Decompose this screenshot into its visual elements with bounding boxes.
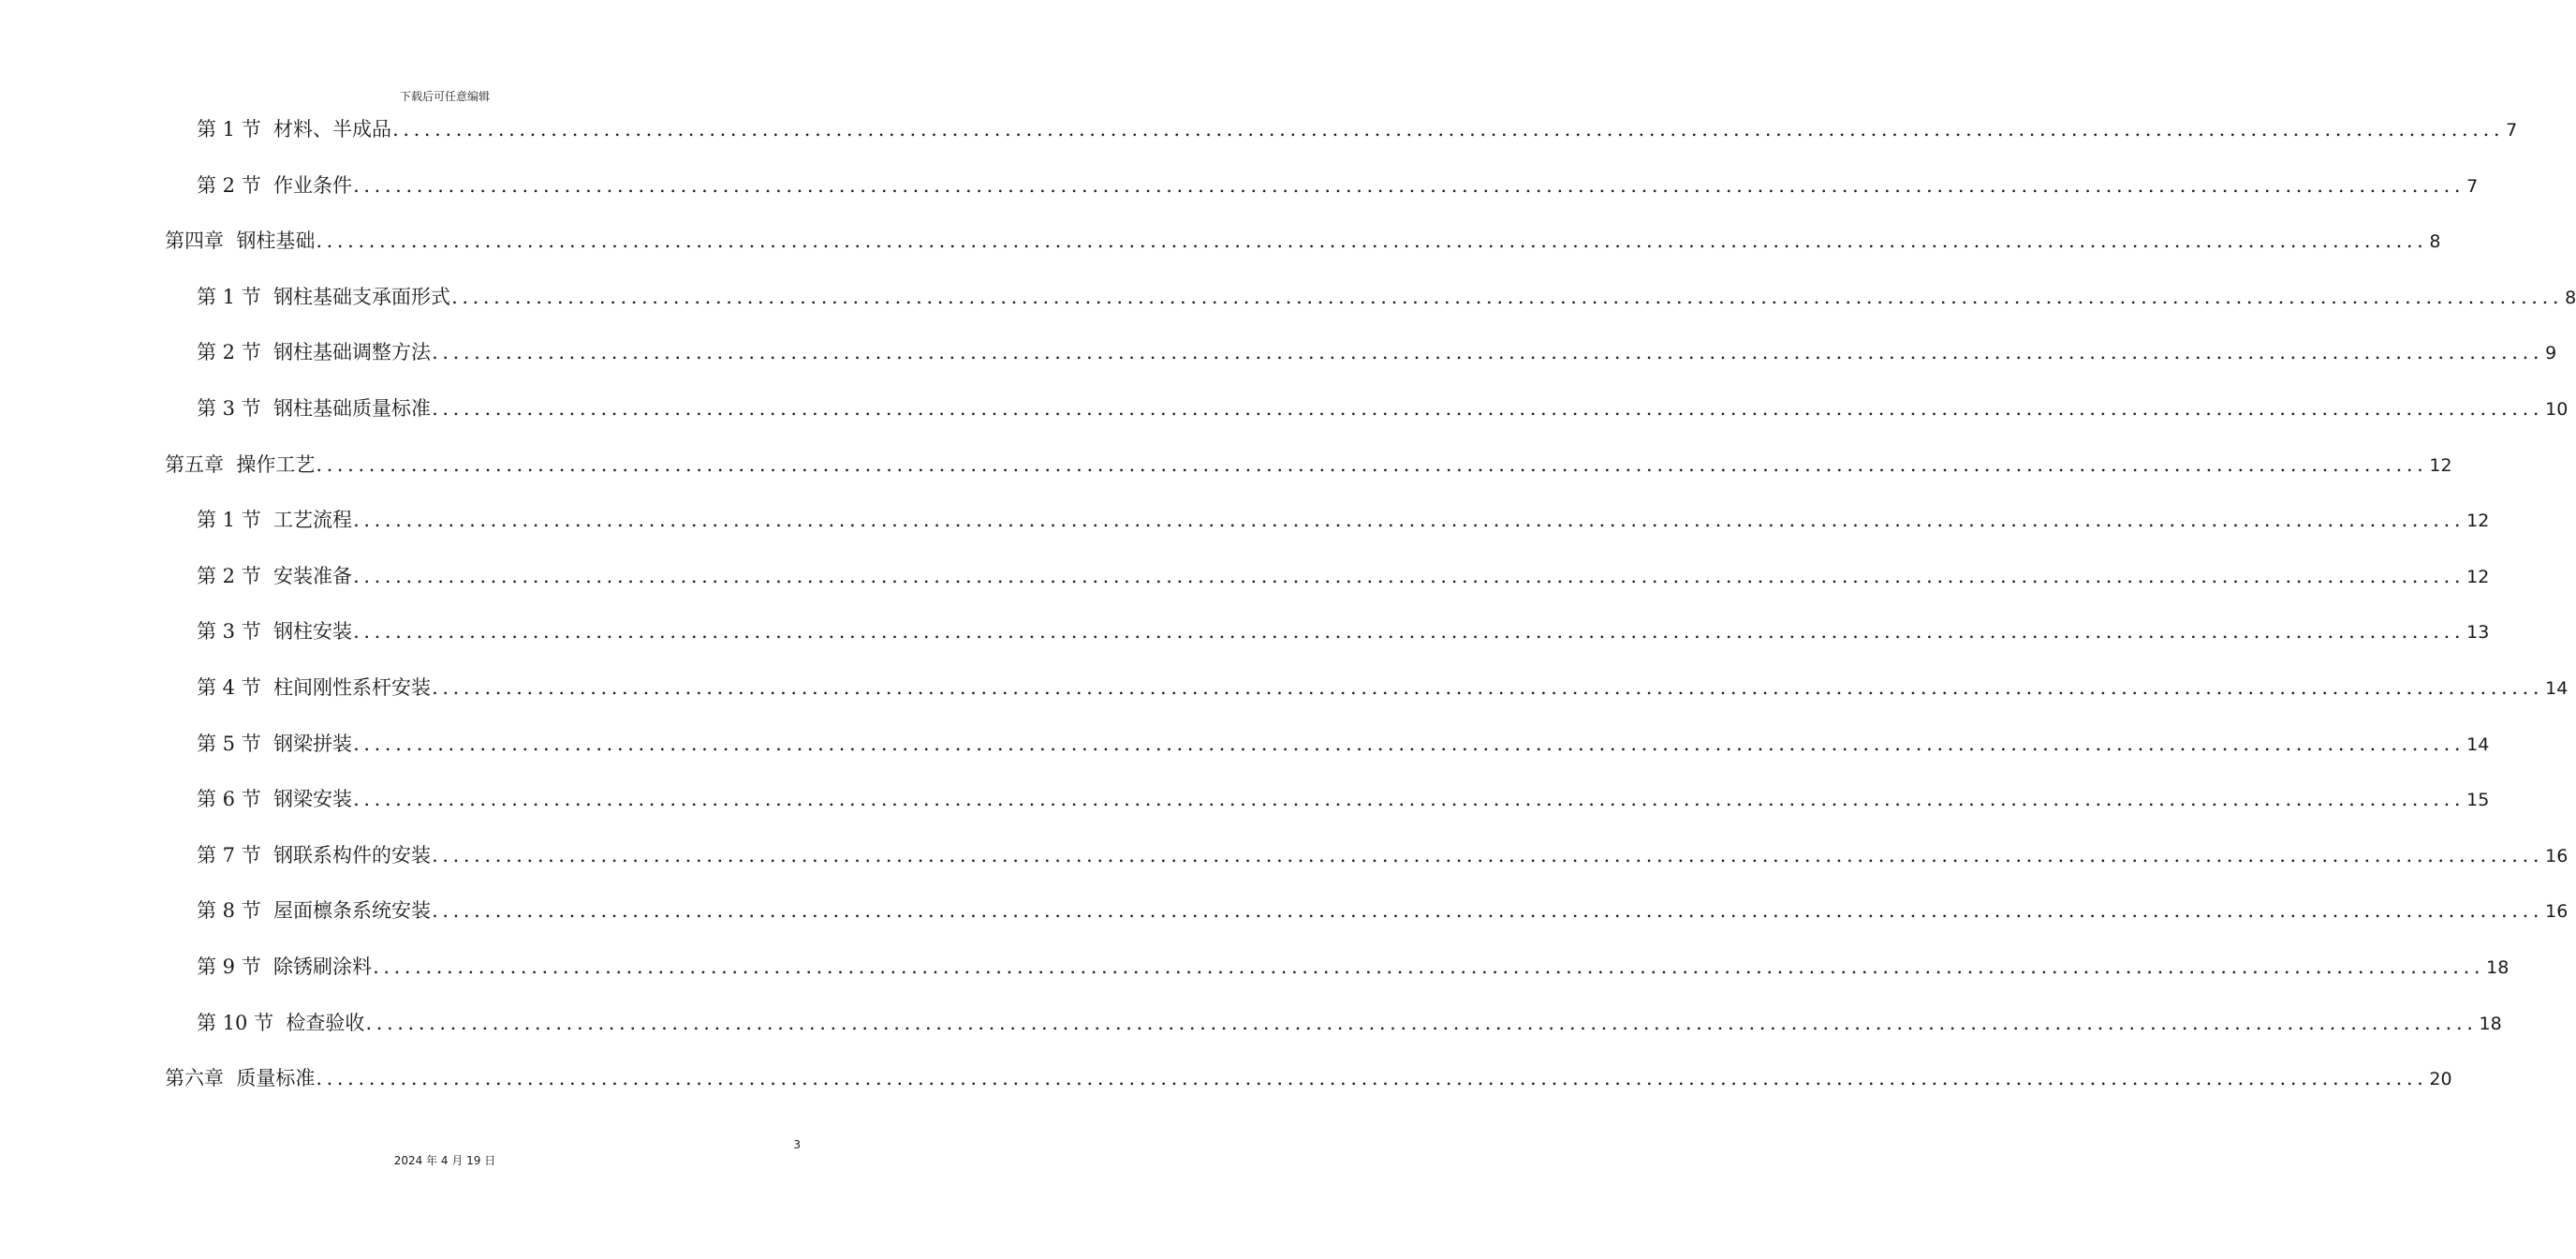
toc-entry-label: 第 8 节 屋面檩条系统安装 <box>197 899 432 923</box>
toc-entry-page-number: 8 <box>2429 231 2441 253</box>
toc-entry-section[interactable] <box>197 167 2479 204</box>
toc-entry-page-number: 12 <box>2466 511 2490 532</box>
toc-entry-label: 第 1 节 材料、半成品 <box>197 118 392 141</box>
toc-entry-label: 第 5 节 钢梁拼装 <box>197 732 353 755</box>
toc-entry-chapter[interactable] <box>165 222 2441 259</box>
toc-entry-label: 第六章 质量标准 <box>165 1067 316 1090</box>
toc-entry-label: 第 4 节 柱间刚性系杆安装 <box>197 676 432 699</box>
toc-entry-label: 第 2 节 作业条件 <box>197 173 353 197</box>
toc-entry-section[interactable] <box>197 390 2569 427</box>
toc-entry-label: 第 9 节 除锈刷涂料 <box>197 955 373 978</box>
toc-entry-section[interactable] <box>197 892 2569 929</box>
toc-dot-leader: ........................................................................................................................................................................................................ <box>353 564 2466 587</box>
toc-entry-label: 第 1 节 钢柱基础支承面形式 <box>197 285 451 308</box>
toc-dot-leader: ........................................................................................................................................................................................................ <box>392 118 2505 141</box>
toc-dot-leader: ........................................................................................................................................................................................................ <box>432 843 2544 866</box>
toc-dot-leader: ........................................................................................................................................................................................................ <box>432 676 2544 699</box>
toc-entry-page-number: 12 <box>2466 566 2490 587</box>
toc-entry-section[interactable] <box>197 669 2569 706</box>
toc-dot-leader: ........................................................................................................................................................................................................ <box>316 452 2428 476</box>
toc-dot-leader: ........................................................................................................................................................................................................ <box>353 620 2466 644</box>
toc-dot-leader: ........................................................................................................................................................................................................ <box>451 285 2564 308</box>
toc-entry-page-number: 20 <box>2429 1069 2452 1090</box>
toc-entry-section[interactable] <box>197 948 2510 985</box>
toc-entry-page-number: 12 <box>2429 454 2452 476</box>
toc-entry-page-number: 16 <box>2545 901 2569 923</box>
toc-entry-label: 第 7 节 钢联系构件的安装 <box>197 843 432 866</box>
toc-entry-section[interactable] <box>197 278 2576 316</box>
toc-entry-chapter[interactable] <box>165 1059 2452 1097</box>
toc-entry-page-number: 16 <box>2545 845 2569 866</box>
toc-entry-section[interactable] <box>197 725 2490 763</box>
toc-dot-leader: ........................................................................................................................................................................................................ <box>353 732 2466 755</box>
toc-entry-page-number: 14 <box>2466 733 2490 755</box>
toc-entry-section[interactable] <box>197 111 2518 148</box>
toc-entry-section[interactable] <box>197 613 2490 650</box>
toc-entry-label: 第 2 节 安装准备 <box>197 564 353 587</box>
toc-entry-chapter[interactable] <box>165 446 2452 483</box>
toc-entry-label: 第 1 节 工艺流程 <box>197 509 353 532</box>
toc-entry-page-number: 18 <box>2479 1013 2502 1034</box>
toc-entry-section[interactable] <box>197 837 2569 874</box>
toc-dot-leader: ........................................................................................................................................................................................................ <box>316 230 2428 253</box>
toc-dot-leader: ........................................................................................................................................................................................................ <box>365 1011 2478 1034</box>
toc-entry-label: 第 3 节 钢柱安装 <box>197 620 353 644</box>
toc-entry-page-number: 7 <box>2466 175 2479 197</box>
toc-entry-page-number: 8 <box>2565 287 2576 308</box>
toc-entry-section[interactable] <box>197 501 2490 539</box>
toc-entry-page-number: 15 <box>2466 790 2490 811</box>
toc-entry-label: 第 2 节 钢柱基础调整方法 <box>197 341 432 364</box>
toc-entry-section[interactable] <box>197 557 2490 595</box>
toc-dot-leader: ........................................................................................................................................................................................................ <box>373 955 2485 978</box>
toc-dot-leader: ........................................................................................................................................................................................................ <box>432 899 2544 923</box>
toc-dot-leader: ........................................................................................................................................................................................................ <box>432 397 2544 420</box>
toc-entry-label: 第 10 节 检查验收 <box>197 1011 365 1034</box>
toc-entry-page-number: 18 <box>2486 957 2510 978</box>
toc-dot-leader: ........................................................................................................................................................................................................ <box>353 173 2466 197</box>
toc-entry-page-number: 10 <box>2545 399 2569 420</box>
toc-dot-leader: ........................................................................................................................................................................................................ <box>432 341 2544 364</box>
toc-dot-leader: ........................................................................................................................................................................................................ <box>353 509 2466 532</box>
toc-entry-page-number: 14 <box>2545 678 2569 699</box>
footer-date: 2024 年 4 月 19 日 <box>393 1154 496 1167</box>
toc-entry-page-number: 9 <box>2545 343 2557 364</box>
toc-entry-label: 第 6 节 钢梁安装 <box>197 788 353 811</box>
toc-entry-label: 第五章 操作工艺 <box>165 452 316 476</box>
toc-entry-label: 第四章 钢柱基础 <box>165 230 316 253</box>
toc-entry-page-number: 13 <box>2466 622 2490 644</box>
page-number: 3 <box>793 1138 801 1151</box>
toc-dot-leader: ........................................................................................................................................................................................................ <box>353 788 2466 811</box>
toc-entry-section[interactable] <box>197 780 2490 818</box>
toc-entry-section[interactable] <box>197 1004 2502 1042</box>
page-header: 下载后可任意编辑 <box>399 90 490 103</box>
toc-dot-leader: ........................................................................................................................................................................................................ <box>316 1067 2428 1090</box>
toc-entry-label: 第 3 节 钢柱基础质量标准 <box>197 397 432 420</box>
toc-entry-section[interactable] <box>197 333 2557 371</box>
toc-entry-page-number: 7 <box>2506 120 2518 141</box>
